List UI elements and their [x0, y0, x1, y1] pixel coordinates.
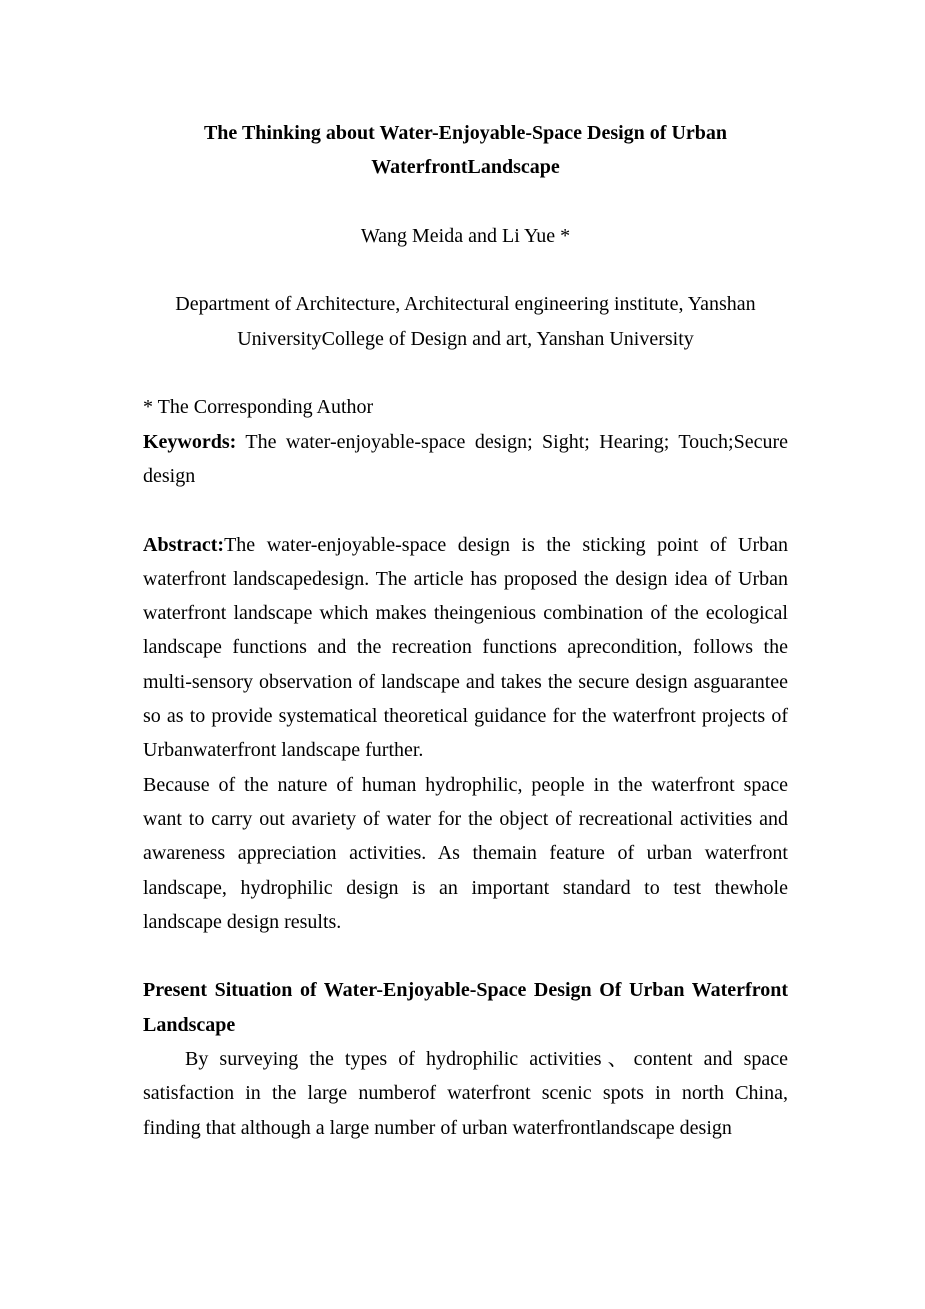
- corresponding-author-note: * The Corresponding Author: [143, 396, 374, 419]
- spacer: [143, 356, 788, 390]
- paper-title-line-2: WaterfrontLandscape: [371, 156, 560, 179]
- spacer: [143, 493, 788, 527]
- spacer: [143, 253, 788, 287]
- affiliation-line-2: UniversityCollege of Design and art, Yanshan University: [237, 327, 694, 350]
- affiliation-line-1: Department of Architecture, Architectural engineering institute, Yanshan: [175, 293, 756, 316]
- paper-title-line-1: The Thinking about Water-Enjoyable-Space Design of Urban: [203, 122, 728, 144]
- affiliation: [143, 287, 788, 356]
- paper-body: [143, 116, 788, 1145]
- abstract-paragraph: [143, 528, 788, 768]
- keywords-paragraph: [143, 425, 788, 494]
- paper-title: [143, 116, 788, 185]
- spacer: [143, 939, 788, 973]
- section-paragraph: By surveying the types of hydrophilic activities、content and space satisfaction in the large numberof waterfront scenic spots in north China, finding that although a large number of urban waterfrontlandscape design: [143, 1048, 788, 1139]
- keywords-text: The water-enjoyable-space design; Sight; Hearing; Touch;Secure design: [143, 430, 788, 487]
- section-heading: Present Situation of Water-Enjoyable-Space Design Of Urban Waterfront Landscape: [143, 979, 788, 1036]
- spacer: [143, 185, 788, 219]
- keywords-label: Keywords:: [143, 430, 237, 453]
- abstract-label: Abstract:: [143, 533, 225, 556]
- author-list: Wang Meida and Li Yue *: [360, 224, 571, 247]
- abstract-text: The water-enjoyable-space design is the sticking point of Urban waterfront landscapedesign. The article has proposed the design idea of Urban waterfront landscape which makes theingenious combination of the ecological landscape functions and the recreation functions aprecondition, follows the multi-sensory observation of landscape and takes the secure design asguarantee so as to provide systematical theoretical guidance for the waterfront projects of Urbanwaterfront landscape further.: [143, 533, 788, 762]
- intro-paragraph: Because of the nature of human hydrophilic, people in the waterfront space want to carry out avariety of water for the object of recreational activities and awareness appreciation activities. As themain feature of urban waterfront landscape, hydrophilic design is an important standard to test thewhole landscape design results.: [143, 773, 788, 933]
